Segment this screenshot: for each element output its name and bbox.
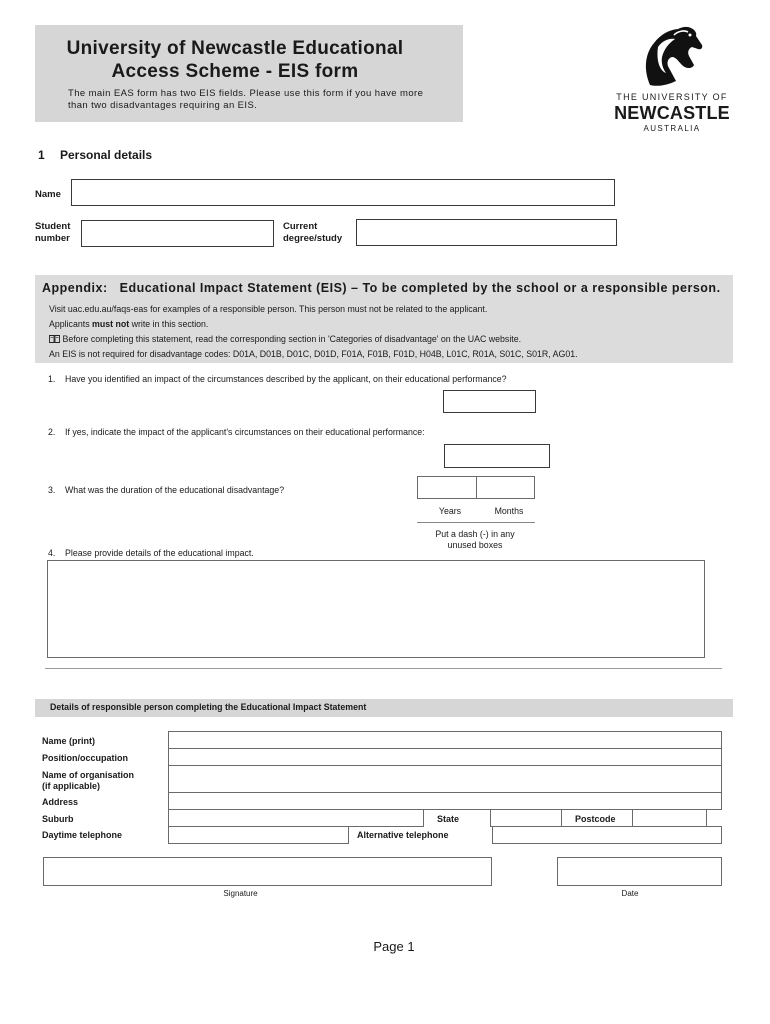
name-input[interactable] <box>71 179 615 206</box>
alternative-telephone-label: Alternative telephone <box>357 830 449 840</box>
daytime-telephone-label: Daytime telephone <box>42 830 123 840</box>
organisation-input[interactable] <box>168 765 722 793</box>
duration-years-box[interactable] <box>417 476 477 499</box>
duration-divider <box>417 522 535 523</box>
name-print-label: Name (print) <box>42 736 96 746</box>
section-number: 1 <box>38 148 45 162</box>
current-degree-label: Current degree/study <box>283 221 343 244</box>
postcode-label: Postcode <box>575 814 616 824</box>
state-label: State <box>437 814 460 824</box>
section-divider <box>45 668 722 669</box>
suburb-input[interactable] <box>168 809 424 827</box>
name-print-input[interactable] <box>168 731 722 749</box>
question-2-answer-box[interactable] <box>444 444 550 468</box>
name-label: Name <box>35 189 61 200</box>
postcode-input[interactable] <box>632 809 707 827</box>
horse-head-icon <box>636 25 706 87</box>
duration-months-box[interactable] <box>476 476 535 499</box>
suburb-label: Suburb <box>42 814 74 824</box>
form-title: University of Newcastle Educational Access Scheme - EIS form <box>66 38 404 82</box>
appendix-instruction-2: Applicants must not write in this section. <box>49 319 209 329</box>
section-personal-details-heading <box>38 148 152 162</box>
logo-text-line1: THE UNIVERSITY OF <box>616 92 728 102</box>
university-logo <box>610 25 734 140</box>
responsible-person-title: Details of responsible person completing the Educational Impact Statement <box>50 702 367 712</box>
position-input[interactable] <box>168 748 722 766</box>
current-degree-input[interactable] <box>356 219 617 246</box>
state-input[interactable] <box>490 809 562 827</box>
appendix-instruction-1: Visit uac.edu.au/faqs-eas for examples of a responsible person. This person must not be related to the applicant. <box>49 304 488 314</box>
dash-note: Put a dash (-) in any unused boxes <box>435 529 515 550</box>
page-number: Page 1 <box>373 939 415 954</box>
appendix-instruction-4: An EIS is not required for disadvantage codes: D01A, D01B, D01C, D01D, F01A, F01B, F01D, H04B, L01C, R01A, S01C, S01R, AG01. <box>49 349 578 359</box>
daytime-telephone-input[interactable] <box>168 826 349 844</box>
organisation-label: Name of organisation (if applicable) <box>42 770 135 791</box>
student-number-label: Student number <box>35 221 71 244</box>
appendix-instruction-3: Before completing this statement, read the corresponding section in 'Categories of disadvantage' on the UAC website. <box>49 334 521 344</box>
signature-label: Signature <box>223 889 258 898</box>
educational-impact-details-textarea[interactable] <box>47 560 705 658</box>
question-4: 4. Please provide details of the educational impact. <box>48 548 254 558</box>
address-label: Address <box>42 797 79 807</box>
student-number-input[interactable] <box>81 220 274 247</box>
question-3: 3. What was the duration of the educational disadvantage? <box>48 485 285 495</box>
alternative-telephone-input[interactable] <box>492 826 722 844</box>
signature-box[interactable] <box>43 857 492 886</box>
question-1-answer-box[interactable] <box>443 390 536 413</box>
address-input[interactable] <box>168 792 722 810</box>
form-subtitle: The main EAS form has two EIS fields. Please use this form if you have more than two disadvantages requiring an EIS. <box>68 88 424 111</box>
date-label: Date <box>621 889 639 898</box>
section-title: Personal details <box>60 148 153 162</box>
appendix-title: Appendix: Educational Impact Statement (EIS) – To be completed by the school or a responsible person. <box>42 281 721 295</box>
question-2: 2. If yes, indicate the impact of the applicant's circumstances on their educational performance: <box>48 427 425 437</box>
responsible-person-band <box>35 699 733 717</box>
date-box[interactable] <box>557 857 722 886</box>
years-label: Years <box>438 506 462 516</box>
book-icon <box>49 335 60 343</box>
logo-text-line3: AUSTRALIA <box>643 124 701 133</box>
position-label: Position/occupation <box>42 753 129 763</box>
question-1: 1. Have you identified an impact of the circumstances described by the applicant, on their educational performance? <box>48 374 507 384</box>
logo-text-line2: NEWCASTLE <box>614 103 730 123</box>
form-title-box <box>35 25 463 122</box>
months-label: Months <box>494 506 524 516</box>
appendix-band <box>35 275 733 363</box>
